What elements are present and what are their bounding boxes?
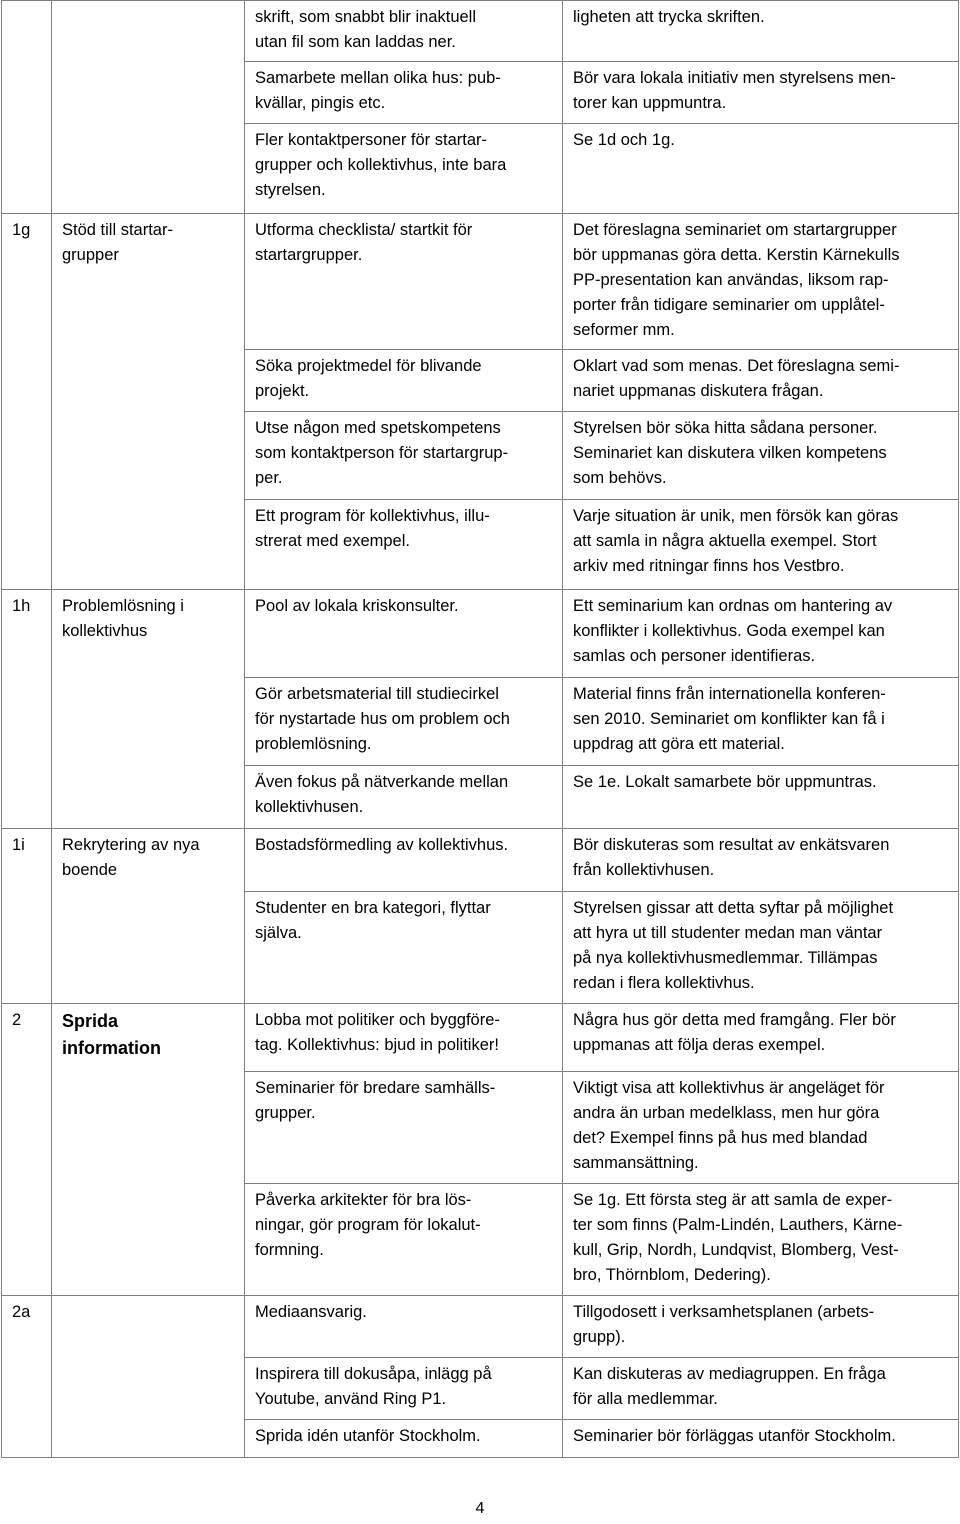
cell-line: kvällar, pingis etc.	[255, 94, 386, 112]
topic-cell	[52, 124, 245, 214]
item-number-cell	[2, 412, 52, 500]
measure-cell	[245, 1420, 563, 1458]
table-row	[2, 350, 959, 412]
comment-cell	[563, 1, 959, 62]
topic-cell	[52, 590, 245, 678]
cell-line: grupper	[62, 246, 119, 264]
measure-cell	[245, 350, 563, 412]
topic-cell	[52, 678, 245, 766]
measure-cell	[245, 1358, 563, 1420]
comment-cell	[563, 62, 959, 124]
measure-cell	[245, 1296, 563, 1358]
cell-line: Fler kontaktpersoner för startar-	[255, 131, 487, 149]
cell-line: sammansättning.	[573, 1154, 699, 1172]
table-row	[2, 1072, 959, 1184]
comment-cell	[563, 1004, 959, 1072]
cell-line: från kollektivhusen.	[573, 861, 715, 879]
cell-line: Material finns från internationella konferen-	[573, 685, 886, 703]
item-number-cell	[2, 1184, 52, 1296]
measure-cell	[245, 1184, 563, 1296]
comment-cell	[563, 766, 959, 829]
page-number: 4	[475, 1500, 485, 1517]
table-row	[2, 214, 959, 350]
cell-line: Viktigt visa att kollektivhus är angeläget för	[573, 1079, 885, 1097]
comment-cell	[563, 1072, 959, 1184]
topic-cell	[52, 1358, 245, 1420]
cell-line: Youtube, använd Ring P1.	[255, 1390, 447, 1408]
comment-cell	[563, 678, 959, 766]
comment-cell	[563, 214, 959, 350]
cell-line: formning.	[255, 1241, 324, 1259]
cell-line: sen 2010. Seminariet om konflikter kan få i	[573, 710, 885, 728]
item-number-cell	[2, 1, 52, 62]
cell-line: grupp).	[573, 1328, 626, 1346]
measure-cell	[245, 892, 563, 1004]
comment-cell	[563, 590, 959, 678]
cell-line: ligheten att trycka skriften.	[573, 8, 765, 26]
table-row	[2, 829, 959, 892]
table-row	[2, 500, 959, 590]
comment-cell	[563, 412, 959, 500]
plan-table-body	[2, 1, 959, 1458]
topic-cell	[52, 214, 245, 350]
cell-line: Gör arbetsmaterial till studiecirkel	[255, 685, 499, 703]
cell-line: Även fokus på nätverkande mellan	[255, 773, 509, 791]
cell-line: 1g	[12, 221, 31, 239]
cell-line: uppmanas att följa deras exempel.	[573, 1036, 826, 1054]
cell-line: Ett program för kollektivhus, illu-	[255, 507, 490, 525]
cell-line: information	[62, 1038, 161, 1058]
comment-cell	[563, 892, 959, 1004]
cell-line: Inspirera till dokusåpa, inlägg på	[255, 1365, 492, 1383]
table-row	[2, 1184, 959, 1296]
comment-cell	[563, 1184, 959, 1296]
cell-line: för alla medlemmar.	[573, 1390, 718, 1408]
topic-cell	[52, 1420, 245, 1458]
cell-line: att samla in några aktuella exempel. Stort	[573, 532, 877, 550]
item-number-cell	[2, 214, 52, 350]
item-number-cell	[2, 62, 52, 124]
measure-cell	[245, 412, 563, 500]
cell-line: Se 1e. Lokalt samarbete bör uppmuntras.	[573, 773, 877, 791]
cell-line: grupper.	[255, 1104, 316, 1122]
topic-cell	[52, 1004, 245, 1072]
measure-cell	[245, 500, 563, 590]
cell-line: Seminarier för bredare samhälls-	[255, 1079, 496, 1097]
cell-line: Bostadsförmedling av kollektivhus.	[255, 836, 509, 854]
cell-line: utan fil som kan laddas ner.	[255, 33, 456, 51]
item-number-cell	[2, 1004, 52, 1072]
cell-line: Sprida	[62, 1011, 119, 1031]
cell-line: att hyra ut till studenter medan man väntar	[573, 924, 883, 942]
cell-line: nariet uppmanas diskutera frågan.	[573, 382, 824, 400]
cell-line: projekt.	[255, 382, 310, 400]
item-number-cell	[2, 350, 52, 412]
cell-line: Utse någon med spetskompetens	[255, 419, 501, 437]
table-row	[2, 1, 959, 62]
item-number-cell	[2, 766, 52, 829]
topic-cell	[52, 412, 245, 500]
topic-cell	[52, 500, 245, 590]
cell-line: torer kan uppmuntra.	[573, 94, 727, 112]
cell-line: Bör vara lokala initiativ men styrelsens men-	[573, 69, 896, 87]
cell-line: bro, Thörnblom, Dedering).	[573, 1266, 771, 1284]
cell-line: Seminarier bör förläggas utanför Stockholm.	[573, 1427, 896, 1445]
measure-cell	[245, 214, 563, 350]
cell-line: problemlösning.	[255, 735, 372, 753]
cell-line: Styrelsen gissar att detta syftar på möjlighet	[573, 899, 894, 917]
cell-line: 1h	[12, 597, 31, 615]
cell-line: Några hus gör detta med framgång. Fler bör	[573, 1011, 896, 1029]
topic-cell	[52, 350, 245, 412]
cell-line: kollektivhus	[62, 622, 148, 640]
cell-line: Söka projektmedel för blivande	[255, 357, 482, 375]
topic-cell	[52, 62, 245, 124]
item-number-cell	[2, 1420, 52, 1458]
cell-line: styrelsen.	[255, 181, 326, 199]
cell-line: Varje situation är unik, men försök kan göras	[573, 507, 899, 525]
cell-line: Styrelsen bör söka hitta sådana personer.	[573, 419, 878, 437]
comment-cell	[563, 1420, 959, 1458]
cell-line: Bör diskuteras som resultat av enkätsvaren	[573, 836, 890, 854]
item-number-cell	[2, 500, 52, 590]
topic-cell	[52, 1072, 245, 1184]
cell-line: det? Exempel finns på hus med blandad	[573, 1129, 868, 1147]
measure-cell	[245, 124, 563, 214]
cell-line: seformer mm.	[573, 321, 675, 339]
cell-line: Kan diskuteras av mediagruppen. En fråga	[573, 1365, 886, 1383]
cell-line: Se 1d och 1g.	[573, 131, 675, 149]
cell-line: porter från tidigare seminarier om upplåtel-	[573, 296, 885, 314]
comment-cell	[563, 124, 959, 214]
cell-line: Problemlösning i	[62, 597, 184, 615]
cell-line: Ett seminarium kan ordnas om hantering av	[573, 597, 893, 615]
measure-cell	[245, 1, 563, 62]
topic-cell	[52, 829, 245, 892]
cell-line: Sprida idén utanför Stockholm.	[255, 1427, 481, 1445]
cell-line: andra än urban medelklass, men hur göra	[573, 1104, 880, 1122]
item-number-cell	[2, 124, 52, 214]
topic-cell	[52, 1296, 245, 1358]
cell-line: ningar, gör program för lokalut-	[255, 1216, 481, 1234]
cell-line: Lobba mot politiker och byggföre-	[255, 1011, 500, 1029]
measure-cell	[245, 1004, 563, 1072]
cell-line: 1i	[12, 836, 25, 854]
table-row	[2, 1296, 959, 1358]
cell-line: Stöd till startar-	[62, 221, 173, 239]
cell-line: arkiv med ritningar finns hos Vestbro.	[573, 557, 845, 575]
measure-cell	[245, 829, 563, 892]
table-row	[2, 678, 959, 766]
measure-cell	[245, 678, 563, 766]
cell-line: Seminariet kan diskutera vilken kompetens	[573, 444, 887, 462]
cell-line: Samarbete mellan olika hus: pub-	[255, 69, 501, 87]
cell-line: uppdrag att göra ett material.	[573, 735, 785, 753]
cell-line: 2a	[12, 1303, 31, 1321]
comment-cell	[563, 829, 959, 892]
table-row	[2, 1420, 959, 1458]
cell-line: bör uppmanas göra detta. Kerstin Kärnekulls	[573, 246, 900, 264]
measure-cell	[245, 1072, 563, 1184]
cell-line: redan i flera kollektivhus.	[573, 974, 755, 992]
topic-cell	[52, 766, 245, 829]
item-number-cell	[2, 678, 52, 766]
measure-cell	[245, 62, 563, 124]
cell-line: Pool av lokala kriskonsulter.	[255, 597, 459, 615]
cell-line: kull, Grip, Nordh, Lundqvist, Blomberg, Vest-	[573, 1241, 899, 1259]
cell-line: Se 1g. Ett första steg är att samla de exper-	[573, 1191, 893, 1209]
cell-line: tag. Kollektivhus: bjud in politiker!	[255, 1036, 499, 1054]
item-number-cell	[2, 1296, 52, 1358]
item-number-cell	[2, 892, 52, 1004]
cell-line: Tillgodosett i verksamhetsplanen (arbets-	[573, 1303, 875, 1321]
comment-cell	[563, 1296, 959, 1358]
cell-line: Det föreslagna seminariet om startargrupper	[573, 221, 897, 239]
cell-line: som kontaktperson för startargrup-	[255, 444, 509, 462]
cell-line: Utforma checklista/ startkit för	[255, 221, 473, 239]
topic-cell	[52, 892, 245, 1004]
cell-line: kollektivhusen.	[255, 798, 364, 816]
table-row	[2, 766, 959, 829]
item-number-cell	[2, 1072, 52, 1184]
item-number-cell	[2, 829, 52, 892]
table-row	[2, 412, 959, 500]
cell-line: ter som finns (Palm-Lindén, Lauthers, Kärne-	[573, 1216, 903, 1234]
measure-cell	[245, 590, 563, 678]
topic-cell	[52, 1, 245, 62]
cell-line: för nystartade hus om problem och	[255, 710, 510, 728]
topic-cell	[52, 1184, 245, 1296]
cell-line: konflikter i kollektivhus. Goda exempel kan	[573, 622, 885, 640]
cell-line: Studenter en bra kategori, flyttar	[255, 899, 491, 917]
cell-line: strerat med exempel.	[255, 532, 410, 550]
table-row	[2, 1004, 959, 1072]
cell-line: på nya kollektivhusmedlemmar. Tillämpas	[573, 949, 878, 967]
measure-cell	[245, 766, 563, 829]
table-row	[2, 124, 959, 214]
table-row	[2, 590, 959, 678]
cell-line: Påverka arkitekter för bra lös-	[255, 1191, 472, 1209]
item-number-cell	[2, 590, 52, 678]
cell-line: boende	[62, 861, 118, 879]
cell-line: som behövs.	[573, 469, 667, 487]
cell-line: per.	[255, 469, 283, 487]
cell-line: samlas och personer identifieras.	[573, 647, 816, 665]
table-row	[2, 1358, 959, 1420]
cell-line: Rekrytering av nya	[62, 836, 200, 854]
comment-cell	[563, 500, 959, 590]
cell-line: skrift, som snabbt blir inaktuell	[255, 8, 477, 26]
cell-line: grupper och kollektivhus, inte bara	[255, 156, 507, 174]
cell-line: PP-presentation kan användas, liksom rap-	[573, 271, 889, 289]
table-row	[2, 892, 959, 1004]
comment-cell	[563, 350, 959, 412]
cell-line: Oklart vad som menas. Det föreslagna semi-	[573, 357, 900, 375]
cell-line: själva.	[255, 924, 302, 942]
cell-line: startargrupper.	[255, 246, 363, 264]
comment-cell	[563, 1358, 959, 1420]
item-number-cell	[2, 1358, 52, 1420]
table-row	[2, 62, 959, 124]
plan-table	[1, 0, 959, 1458]
cell-line: Mediaansvarig.	[255, 1303, 367, 1321]
cell-line: 2	[12, 1011, 22, 1029]
